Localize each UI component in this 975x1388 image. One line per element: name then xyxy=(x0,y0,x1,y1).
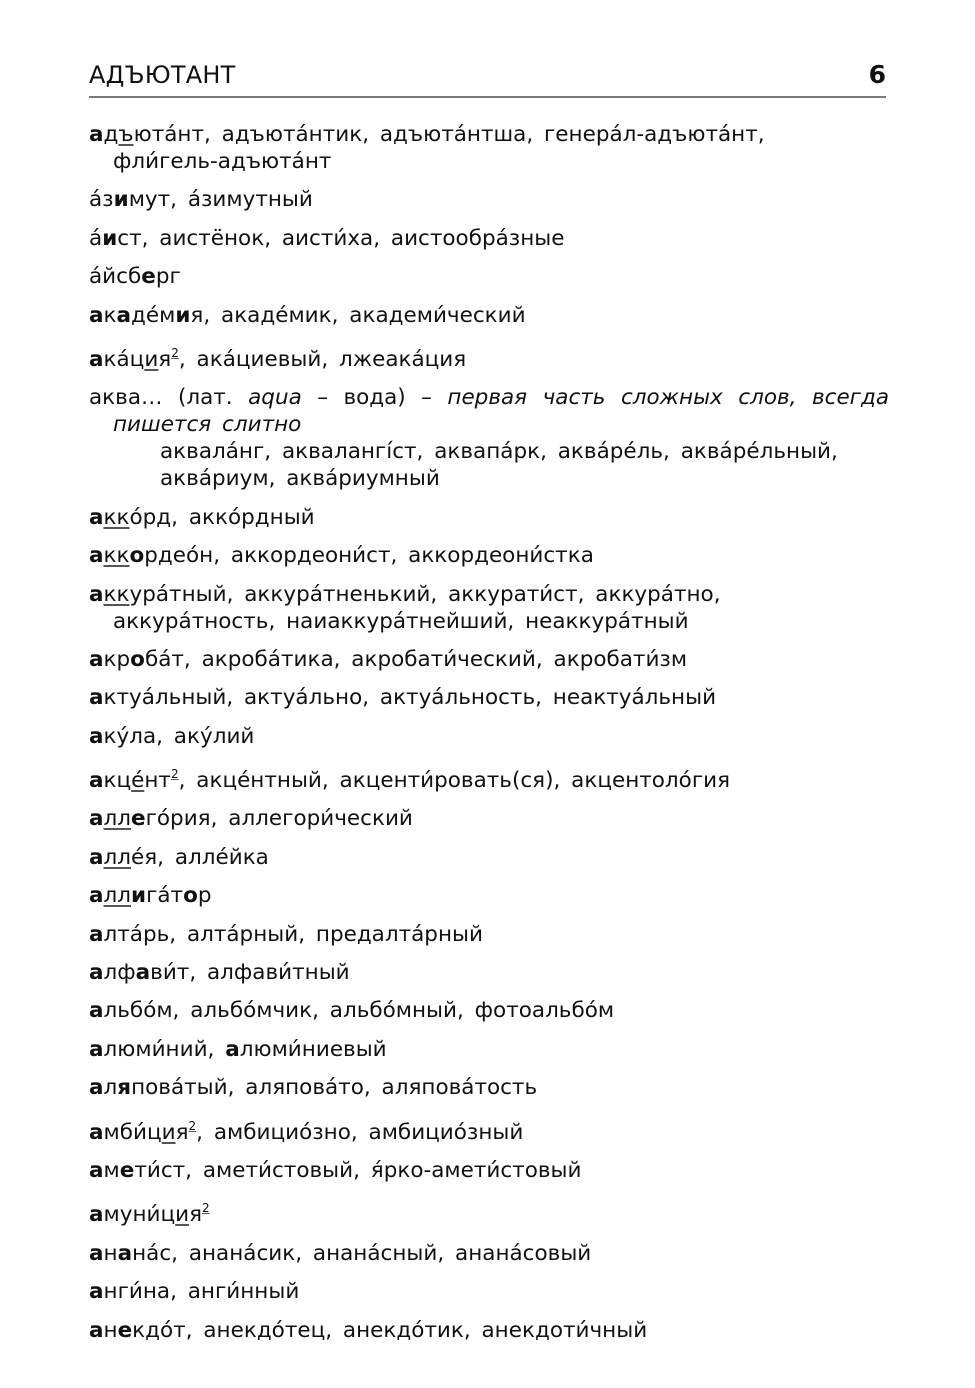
dictionary-entry xyxy=(89,882,889,909)
highlighted-letter: а xyxy=(89,1036,104,1062)
entry-text: люми́ниевый xyxy=(239,1036,387,1062)
dictionary-entry xyxy=(89,761,889,794)
entry-line xyxy=(89,581,889,608)
entry-text: ви́т, алфави́тный xyxy=(150,960,350,986)
underlined-letters: и xyxy=(175,1202,190,1228)
entry-text: д xyxy=(103,122,119,147)
entry-line xyxy=(89,302,889,329)
dictionary-entry xyxy=(89,959,889,986)
entry-text: я xyxy=(158,346,172,372)
dictionary-entry xyxy=(89,1074,889,1101)
dictionary-entry xyxy=(89,581,889,635)
dictionary-entry xyxy=(89,805,889,832)
entry-text: аквала́нг, аквалангíст, аквапа́рк, аквáре́ль, аквáре́льный, xyxy=(160,439,838,465)
highlighted-letter: а xyxy=(89,921,104,947)
dictionary-entry xyxy=(89,684,889,711)
highlighted-letter: а xyxy=(89,122,104,147)
entry-text: ба́т, акроба́тика, акробати́ческий, акробати́зм xyxy=(144,646,688,672)
entry-text: рдео́н, аккордеони́ст, аккордеони́стка xyxy=(144,543,594,569)
entry-text: кц xyxy=(103,768,132,794)
entry-line xyxy=(89,1240,889,1267)
underlined-letters: лл xyxy=(103,806,131,832)
footnote-mark: 2 xyxy=(188,1118,197,1133)
entry-line xyxy=(89,411,889,438)
entry-text: я, акаде́мик, академи́ческий xyxy=(190,302,526,328)
entry-text: льбо́м, альбо́мчик, альбо́мный, фотоальбо́м xyxy=(103,998,615,1024)
entry-text: на́с, анана́сик, анана́сный, анана́совый xyxy=(132,1240,592,1266)
highlighted-letter: а xyxy=(117,1240,133,1266)
highlighted-letter: а xyxy=(89,346,104,372)
dictionary-entry xyxy=(89,1113,889,1146)
entry-text: ст, аистёнок, аисти́ха, аистообра́зные xyxy=(117,225,565,251)
dictionary-entry xyxy=(89,646,889,673)
entry-text: ти́ст, амети́стовый, я́рко-амети́стовый xyxy=(134,1157,582,1183)
highlighted-letter: а xyxy=(89,883,104,909)
dictionary-entry xyxy=(89,1278,889,1305)
entry-text: фли́гель-адъюта́нт xyxy=(113,149,332,174)
dictionary-entry xyxy=(89,1157,889,1184)
entry-text: н xyxy=(103,1317,118,1343)
running-head-title: АДЪЮТАНТ xyxy=(89,61,236,89)
entry-text: го́рия, аллегори́ческий xyxy=(145,806,413,832)
entry-line xyxy=(89,1317,889,1344)
highlighted-letter: а xyxy=(89,1317,104,1343)
entry-text: га́т xyxy=(146,883,184,909)
entry-text: аква́риум, аква́риумный xyxy=(160,466,440,492)
highlighted-letter: а xyxy=(89,998,104,1024)
highlighted-letter: а xyxy=(89,504,104,530)
dictionary-entry xyxy=(89,997,889,1024)
highlighted-letter: и xyxy=(113,187,129,213)
highlighted-letter: а xyxy=(89,806,104,832)
dictionary-entry xyxy=(89,186,889,213)
entry-text: к xyxy=(103,302,117,328)
entry-line xyxy=(89,959,889,986)
highlighted-letter: е xyxy=(131,806,146,832)
entry-text: а́йсб xyxy=(89,264,142,290)
entry-text: – вода) – xyxy=(301,385,448,411)
highlighted-letter: и xyxy=(175,302,191,328)
entry-line xyxy=(89,882,889,909)
dictionary-entry xyxy=(89,504,889,531)
entry-line xyxy=(89,148,889,175)
highlighted-letter: а xyxy=(89,302,104,328)
entry-text: р xyxy=(197,883,212,909)
underlined-letters: е́ xyxy=(131,768,145,794)
entry-line xyxy=(89,921,889,948)
entry-line xyxy=(89,465,889,492)
entry-text: лф xyxy=(103,960,136,986)
entry-text: ку́ла, аку́лий xyxy=(103,723,255,749)
dictionary-entry xyxy=(89,384,889,492)
entry-line xyxy=(89,646,889,673)
highlighted-letter: а xyxy=(225,1036,240,1062)
entry-text: кр xyxy=(103,646,131,672)
highlighted-letter: а xyxy=(135,960,151,986)
entry-text: люми́ний, xyxy=(103,1036,226,1062)
entry-line xyxy=(89,121,889,148)
dictionary-entry xyxy=(89,723,889,750)
entry-text: я xyxy=(189,1202,203,1228)
entry-text: ура́тный, аккура́тненький, аккурати́ст, аккура́тно, xyxy=(129,581,721,607)
dictionary-entry xyxy=(89,340,889,373)
highlighted-letter: о xyxy=(129,543,145,569)
entry-text: рг xyxy=(155,264,181,290)
entry-line xyxy=(89,542,889,569)
highlighted-letter: е xyxy=(141,264,156,290)
highlighted-letter: а xyxy=(89,581,104,607)
highlighted-letter: е xyxy=(119,1157,135,1183)
dictionary-entry xyxy=(89,1240,889,1267)
entry-text: нги́на, анги́нный xyxy=(103,1279,300,1305)
dictionary-entry xyxy=(89,1036,889,1063)
entry-text: , амбицио́зно, амбицио́зный xyxy=(196,1119,524,1145)
underlined-letters: лл xyxy=(103,883,131,909)
entry-text: кдо́т, анекдо́тец, анекдо́тик, анекдоти́чный xyxy=(132,1317,648,1343)
highlighted-letter: а xyxy=(116,302,132,328)
page-number: 6 xyxy=(868,60,886,89)
underlined-letters: кк xyxy=(103,504,130,530)
entry-line xyxy=(89,186,889,213)
underlined-letters: кк xyxy=(103,581,130,607)
highlighted-letter: и xyxy=(102,225,118,251)
highlighted-letter: а xyxy=(89,844,104,870)
entry-text: , ака́циевый, лжеака́ция xyxy=(178,346,467,372)
highlighted-letter: и xyxy=(131,883,147,909)
entry-text: мут, а́зимутный xyxy=(128,187,313,213)
entry-line xyxy=(89,340,889,373)
highlighted-letter: а xyxy=(89,646,104,672)
entry-line xyxy=(89,844,889,871)
entry-line xyxy=(89,384,889,411)
entry-line xyxy=(89,723,889,750)
entry-line xyxy=(89,1278,889,1305)
entry-text: нт xyxy=(144,768,171,794)
entry-text: aqua xyxy=(248,385,302,411)
entry-text: пова́тый, аляпова́то, аляпова́тость xyxy=(131,1075,538,1101)
dictionary-entry xyxy=(89,844,889,871)
dictionary-entry xyxy=(89,1317,889,1344)
dictionary-entry xyxy=(89,225,889,252)
entry-line xyxy=(89,263,889,290)
footnote-mark: 2 xyxy=(202,1201,210,1216)
dictionary-entries xyxy=(89,121,889,1355)
dictionary-entry xyxy=(89,302,889,329)
highlighted-letter: а xyxy=(89,1240,104,1266)
entry-text: я xyxy=(175,1119,189,1145)
entry-line xyxy=(89,608,889,635)
highlighted-letter: а xyxy=(89,768,104,794)
entry-line xyxy=(89,1195,889,1228)
entry-text: е́я, алле́йка xyxy=(131,844,269,870)
entry-text: а́з xyxy=(89,187,114,213)
entry-text: муни́ц xyxy=(103,1202,176,1228)
entry-line xyxy=(89,761,889,794)
entry-text: лта́рь, алта́рный, предалта́рный xyxy=(103,921,483,947)
entry-text: аккура́тность, наиаккура́тнейший, неаккура́тный xyxy=(113,608,689,634)
highlighted-letter: а xyxy=(89,723,104,749)
entry-text: м xyxy=(103,1157,120,1183)
entry-text: мби́ц xyxy=(103,1119,162,1145)
underlined-letters: лл xyxy=(103,844,131,870)
entry-line xyxy=(89,997,889,1024)
entry-text: де́м xyxy=(131,302,176,328)
entry-text: юта́нт, адъюта́нтик, адъюта́нтша, генера́л-адъюта́нт, xyxy=(133,122,765,147)
underlined-letters: ъ xyxy=(118,122,134,147)
underlined-letters: и xyxy=(161,1119,176,1145)
highlighted-letter: я xyxy=(117,1075,132,1101)
highlighted-letter: а xyxy=(89,543,104,569)
entry-text: первая часть сложных слов, всегда xyxy=(447,385,890,411)
underlined-letters: и xyxy=(144,346,159,372)
entry-line xyxy=(89,225,889,252)
entry-text: аква… (лат. xyxy=(89,385,249,411)
entry-line xyxy=(89,1157,889,1184)
footnote-mark: 2 xyxy=(170,767,179,782)
dictionary-entry xyxy=(89,263,889,290)
dictionary-entry xyxy=(89,1195,889,1228)
entry-line xyxy=(89,1036,889,1063)
dictionary-entry xyxy=(89,921,889,948)
highlighted-letter: а xyxy=(89,1157,104,1183)
underlined-letters: кк xyxy=(103,543,130,569)
entry-text: а́ xyxy=(89,225,103,251)
entry-text: ктуа́льный, актуа́льно, актуа́льность, неактуа́льный xyxy=(103,685,717,711)
highlighted-letter: а xyxy=(89,1202,104,1228)
highlighted-letter: а xyxy=(89,1279,104,1305)
dictionary-entry xyxy=(89,542,889,569)
entry-text: л xyxy=(103,1075,118,1101)
entry-line xyxy=(89,438,889,465)
highlighted-letter: а xyxy=(89,685,104,711)
entry-text: н xyxy=(103,1240,118,1266)
entry-line xyxy=(89,1113,889,1146)
highlighted-letter: о xyxy=(183,883,198,909)
entry-text: , акце́нтный, акценти́ровать(ся), акцентоло́гия xyxy=(178,768,731,794)
entry-line xyxy=(89,684,889,711)
entry-text: пишется слитно xyxy=(113,412,302,438)
highlighted-letter: о xyxy=(130,646,145,672)
highlighted-letter: а xyxy=(89,960,104,986)
page-header xyxy=(89,58,886,98)
entry-line xyxy=(89,1074,889,1101)
footnote-mark: 2 xyxy=(171,345,179,360)
entry-line xyxy=(89,805,889,832)
highlighted-letter: а xyxy=(89,1075,104,1101)
entry-line xyxy=(89,504,889,531)
highlighted-letter: а xyxy=(89,1119,104,1145)
entry-text: о́рд, акко́рдный xyxy=(129,504,315,530)
dictionary-entry xyxy=(89,121,889,175)
highlighted-letter: е xyxy=(117,1317,133,1343)
entry-text: ка́ц xyxy=(103,346,145,372)
